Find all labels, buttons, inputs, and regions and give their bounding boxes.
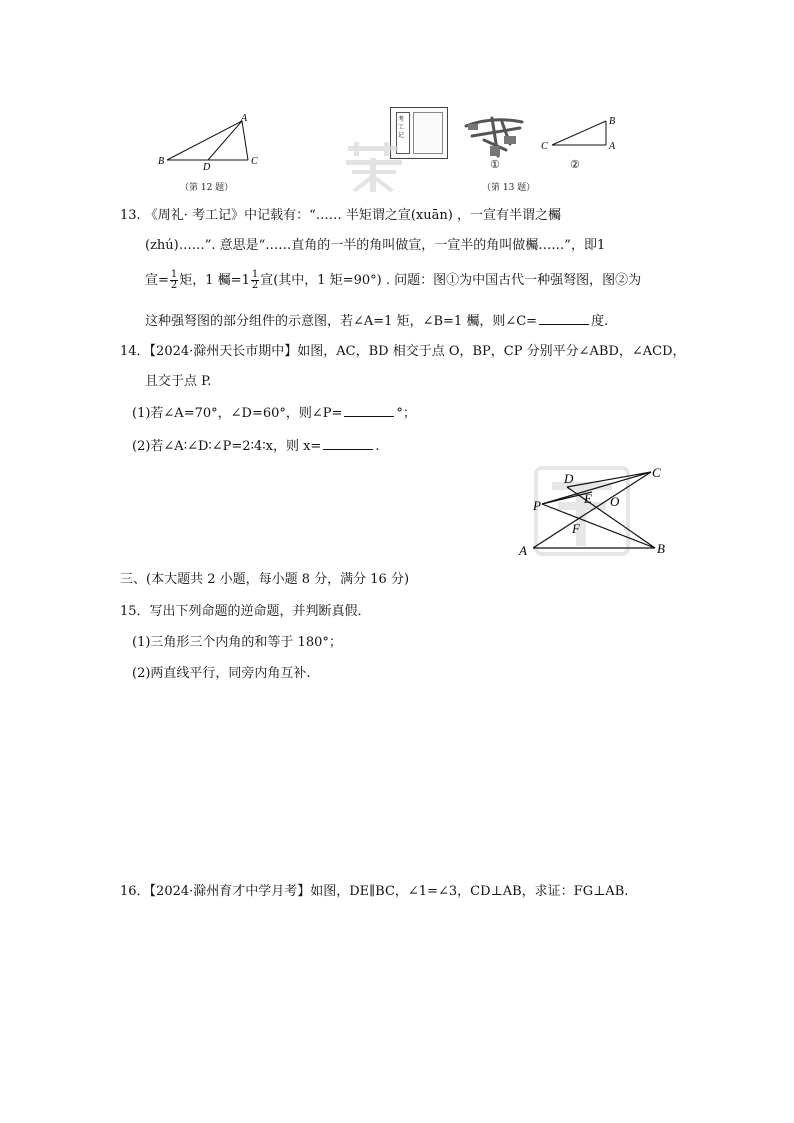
q14-sub-2-b: . <box>375 439 380 454</box>
fig13-label-b: B <box>609 116 616 127</box>
fig14-label-d: D <box>564 471 574 486</box>
fraction-half-1 <box>170 270 178 291</box>
q13-answer-blank[interactable] <box>539 312 589 325</box>
q13-line-3-a: 宣= <box>145 273 169 288</box>
q14-sub-1-blank[interactable] <box>344 404 394 417</box>
fraction-1-numerator: 1 <box>170 269 178 280</box>
q13-line-2: (zhú)……”. 意思是“……直角的一半的角叫做宣，一宣半的角叫做欘……”，即1 <box>145 238 606 253</box>
q14-sub-2-blank[interactable] <box>323 437 373 450</box>
fig13-label-a: A <box>609 141 616 152</box>
q13-line-3 <box>145 268 641 294</box>
q14-sub-1 <box>132 404 416 423</box>
fig13-caption: （第 13 题） <box>482 183 536 193</box>
q13-line-3-b: 矩，1 欘=1 <box>179 273 250 288</box>
fig14-label-e: E <box>584 491 592 506</box>
fig13-side-cb <box>552 121 606 145</box>
fig12-caption: （第 12 题） <box>180 183 234 193</box>
fraction-2-numerator: 1 <box>251 269 259 280</box>
fig12-label-a: A <box>241 113 248 124</box>
fig12-side-ac <box>242 121 248 160</box>
fig14-line-pb <box>542 504 655 548</box>
fig12-label-b: B <box>158 156 165 167</box>
fig12-side-ab <box>167 121 242 160</box>
q16-line-1: 16．【2024·滁州育才中学月考】如图，DE∥BC，∠1=∠3，CD⊥AB，求证：FG⊥AB. <box>120 884 629 899</box>
fraction-2-denominator: 2 <box>251 280 259 291</box>
q14-sub-2 <box>132 437 379 456</box>
q13-line-4-a: 这种强弩图的部分组件的示意图，若∠A=1 矩，∠B=1 欘，则∠C= <box>145 314 538 329</box>
q15-sub-2: (2)两直线平行，同旁内角互补. <box>132 666 311 681</box>
q15-line-1: 15．写出下列命题的逆命题，并判断真假． <box>120 604 371 619</box>
q14-sub-1-a: (1)若∠A=70°，∠D=60°，则∠P= <box>132 406 343 421</box>
q14-sub-2-a: (2)若∠A∶∠D∶∠P=2∶4∶x，则 x= <box>132 439 322 454</box>
fig14-label-f: F <box>572 521 580 536</box>
fig14-watermark <box>536 468 628 554</box>
fig14-label-o: O <box>610 494 620 509</box>
fig14-label-a: A <box>519 543 527 558</box>
q15-sub-1: (1)三角形三个内角的和等于 180°； <box>132 635 342 650</box>
q13-line-4 <box>145 312 608 331</box>
fig14-label-c: C <box>652 465 661 480</box>
book-title-text: 考工记 <box>398 116 405 139</box>
figure-12 <box>150 112 270 172</box>
figure-14 <box>512 462 672 560</box>
figure-13-triangle <box>538 112 628 154</box>
q13-line-1: 13. 《周礼· 考工记》中记载有：“…… 半矩谓之宣(xuān) ，一宣有半谓之欘 <box>120 208 561 223</box>
mark-2: ② <box>570 158 580 171</box>
q14-line-1: 14．【2024·滁州天长市期中】如图，AC，BD 相交于点 O，BP，CP 分别平分∠ABD，∠ACD， <box>120 344 686 359</box>
fig14-label-p: P <box>533 498 541 513</box>
fraction-half-2 <box>251 270 259 291</box>
q14-sub-1-b: °； <box>396 406 416 421</box>
mark-1: ① <box>490 158 500 171</box>
fig13-label-c: C <box>541 141 548 152</box>
fig12-label-c: C <box>251 156 258 167</box>
crossbow-image <box>462 110 526 160</box>
fig12-segment-ad <box>208 121 242 160</box>
q13-line-3-c: 宣(其中，1 矩=90°) . 问题：图①为中国古代一种强弩图，图②为 <box>260 273 642 288</box>
fig14-label-b: B <box>657 541 665 556</box>
q14-line-2: 且交于点 P. <box>145 374 212 389</box>
fig12-label-d: D <box>203 162 211 172</box>
section-3-title: 三、(本大题共 2 小题，每小题 8 分，满分 16 分) <box>120 572 410 587</box>
fraction-1-denominator: 2 <box>170 280 178 291</box>
watermark-seal <box>340 140 410 195</box>
q13-line-4-b: 度. <box>591 314 609 329</box>
